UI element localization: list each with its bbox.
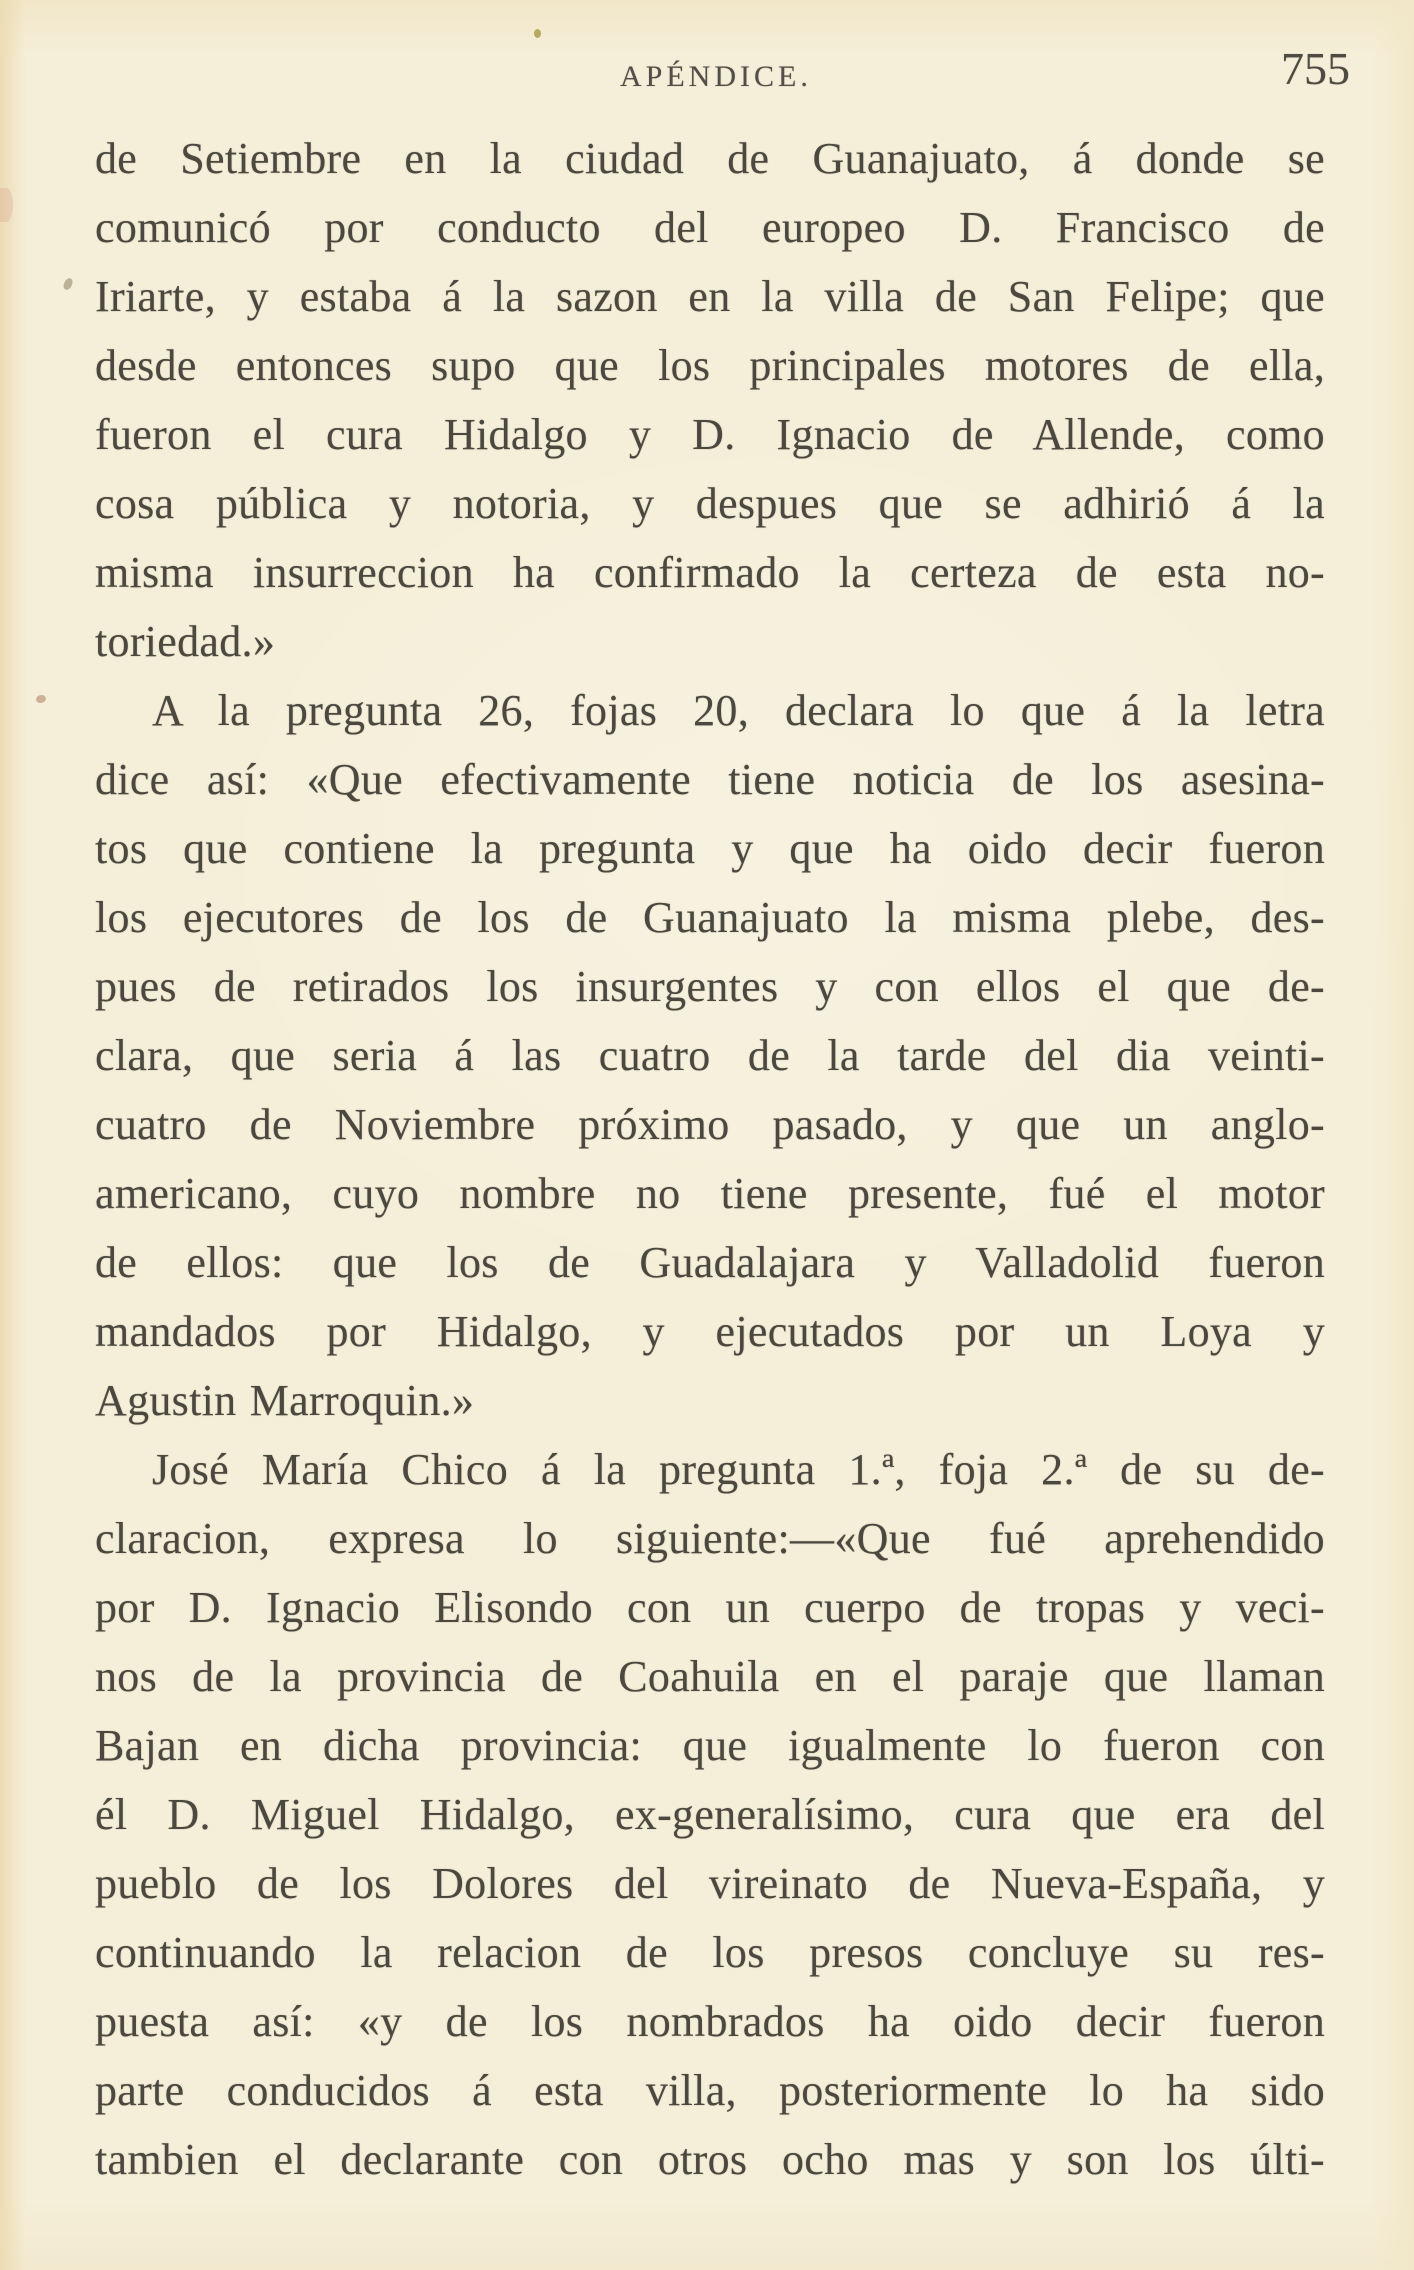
text-line: clara, que seria á las cuatro de la tarde del dia veinti- xyxy=(95,1031,1325,1080)
text-line: mandados por Hidalgo, y ejecutados por un Loya y xyxy=(95,1307,1325,1356)
text-line: de Setiembre en la ciudad de Guanajuato, á donde se xyxy=(95,134,1325,183)
text-line: Iriarte, y estaba á la sazon en la villa de San Felipe; que xyxy=(95,272,1325,321)
text-line: desde entonces supo que los principales motores de ella, xyxy=(95,341,1325,390)
paper-speck xyxy=(62,277,73,291)
page-header-title: APÉNDICE. xyxy=(620,60,812,93)
text-line: pues de retirados los insurgentes y con ellos el que de- xyxy=(95,962,1325,1011)
text-line: los ejecutores de los de Guanajuato la misma plebe, des- xyxy=(95,893,1325,942)
paper-speck xyxy=(534,29,541,38)
paragraph xyxy=(95,676,1325,1435)
text-line: americano, cuyo nombre no tiene presente, fué el motor xyxy=(95,1169,1325,1218)
text-line: tambien el declarante con otros ocho mas y son los últi- xyxy=(95,2135,1325,2184)
paragraph xyxy=(95,1435,1325,2194)
text-line: comunicó por conducto del europeo D. Francisco de xyxy=(95,203,1325,252)
text-line: Agustin Marroquin.» xyxy=(95,1376,475,1425)
paper-smudge xyxy=(0,188,13,222)
text-line: misma insurreccion ha confirmado la certeza de esta no- xyxy=(95,548,1325,597)
text-line: nos de la provincia de Coahuila en el paraje que llaman xyxy=(95,1652,1325,1701)
text-line: él D. Miguel Hidalgo, ex-generalísimo, cura que era del xyxy=(95,1790,1325,1839)
paragraph xyxy=(95,124,1325,676)
text-line: fueron el cura Hidalgo y D. Ignacio de Allende, como xyxy=(95,410,1325,459)
body-text xyxy=(95,124,1325,2194)
text-line: claracion, expresa lo siguiente:—«Que fué aprehendido xyxy=(95,1514,1325,1563)
paper-speck xyxy=(35,694,46,704)
text-line: dice así: «Que efectivamente tiene noticia de los asesina- xyxy=(95,755,1325,804)
text-line: de ellos: que los de Guadalajara y Valladolid fueron xyxy=(95,1238,1325,1287)
text-line: toriedad.» xyxy=(95,617,276,666)
text-line: pueblo de los Dolores del vireinato de Nueva-España, y xyxy=(95,1859,1325,1908)
text-line: cosa pública y notoria, y despues que se adhirió á la xyxy=(95,479,1325,528)
text-line: tos que contiene la pregunta y que ha oido decir fueron xyxy=(95,824,1325,873)
text-line: cuatro de Noviembre próximo pasado, y que un anglo- xyxy=(95,1100,1325,1149)
text-line: José María Chico á la pregunta 1.ª, foja 2.ª de su de- xyxy=(152,1445,1325,1494)
page-number: 755 xyxy=(1281,43,1350,94)
text-line: Bajan en dicha provincia: que igualmente lo fueron con xyxy=(95,1721,1325,1770)
text-line: continuando la relacion de los presos concluye su res- xyxy=(95,1928,1325,1977)
text-line: puesta así: «y de los nombrados ha oido decir fueron xyxy=(95,1997,1325,2046)
text-line: parte conducidos á esta villa, posteriormente lo ha sido xyxy=(95,2066,1325,2115)
text-line: por D. Ignacio Elisondo con un cuerpo de tropas y veci- xyxy=(95,1583,1325,1632)
text-line: A la pregunta 26, fojas 20, declara lo que á la letra xyxy=(152,686,1325,735)
